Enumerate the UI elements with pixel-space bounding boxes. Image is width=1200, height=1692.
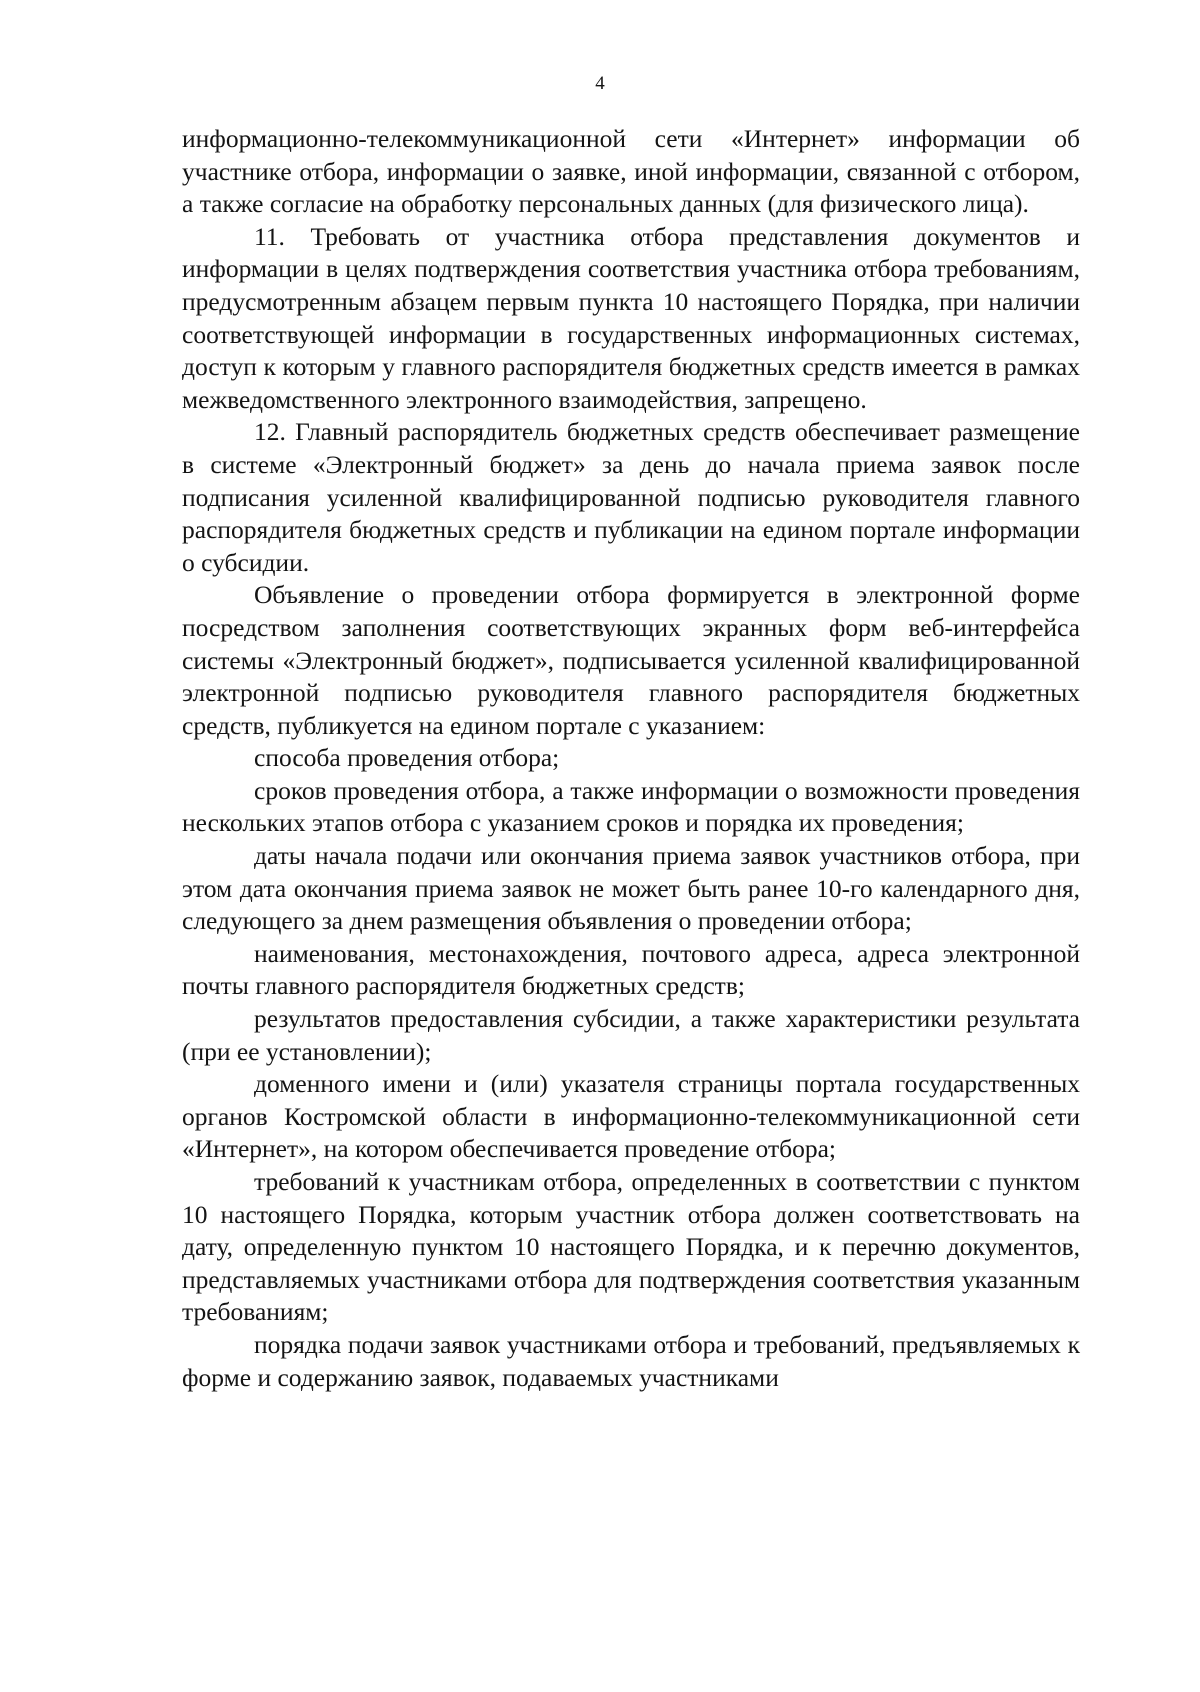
list-item-submission: порядка подачи заявок участниками отбора и требований, предъявляемых к форме и содержанию заявок, подаваемых участниками [182,1329,1080,1392]
list-item-names: наименования, местонахождения, почтового адреса, адреса электронной почты главного распорядителя бюджетных средств; [182,938,1080,1001]
list-item-requirements: требований к участникам отбора, определенных в соответствии с пунктом 10 настоящего Порядка, которым участник отбора должен соответствовать на дату, определенную пунктом 10 настоящего Порядка, и к перечню документов, представляемых участниками отбора для подтверждения соответствия указанным требованиям; [182,1167,1080,1327]
list-item-method: способа проведения отбора; [254,743,560,773]
list-item-results: результатов предоставления субсидии, а также характеристики результата (при ее установлении); [182,1004,1080,1066]
paragraph-item-12: 12. Главный распорядитель бюджетных средств обеспечивает размещение в системе «Электронный бюджет» за день до начала приема заявок после подписания усиленной квалифицированной подписью руководителя главного распорядителя бюджетных средств и публикации на едином портале информации о субсидии. [182,417,1080,577]
list-item-domain: доменного имени и (или) указателя страницы портала государственных органов Костромской области в информационно-телекоммуникационной сети «Интернет», на котором обеспечивается проведение отбора; [182,1069,1080,1164]
document-body [182,123,1080,1394]
paragraph-continuation: информационно-телекоммуникационной сети «Интернет» информации об участнике отбора, информации о заявке, иной информации, связанной с отбором, а также согласие на обработку персональных данных (для физического лица). [182,124,1080,219]
paragraph-item-11: 11. Требовать от участника отбора представления документов и информации в целях подтверждения соответствия участника отбора требованиям, предусмотренным абзацем первым пункта 10 настоящего Порядка, при наличии соответствующей информации в государственных информационных системах, доступ к которым у главного распорядителя бюджетных средств имеется в рамках межведомственного электронного взаимодействия, запрещено. [182,221,1080,414]
paragraph-announcement: Объявление о проведении отбора формируется в электронной форме посредством заполнения соответствующих экранных форм веб-интерфейса системы «Электронный бюджет», подписывается усиленной квалифицированной электронной подписью руководителя главного распорядителя бюджетных средств, публикуется на едином портале с указанием: [182,580,1080,740]
page-number: 4 [595,73,605,94]
list-item-dates: даты начала подачи или окончания приема заявок участников отбора, при этом дата окончания приема заявок не может быть ранее 10-го календарного дня, следующего за днем размещения объявления о проведении отбора; [182,841,1080,936]
list-item-terms: сроков проведения отбора, а также информации о возможности проведения нескольких этапов отбора с указанием сроков и порядка их проведения; [182,775,1080,838]
